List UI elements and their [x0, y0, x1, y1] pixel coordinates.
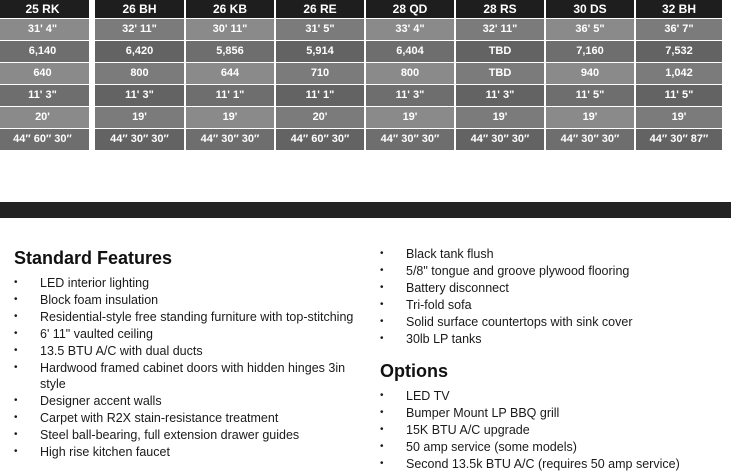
list-item-text: 6' 11" vaulted ceiling: [40, 326, 153, 341]
column-header: 30 DS: [546, 0, 634, 18]
standard-features-continued-list: [380, 246, 725, 347]
table-cell: 20': [0, 107, 89, 128]
standard-features-heading: Standard Features: [14, 248, 173, 268]
list-item: [380, 297, 725, 314]
table-cell: 11' 3": [366, 85, 454, 106]
table-cell: 5,914: [276, 41, 364, 62]
list-item: [14, 410, 354, 427]
table-cell: 19': [546, 107, 634, 128]
bullet-icon: •: [380, 315, 384, 327]
table-cell: 31' 5": [276, 19, 364, 40]
table-cell: 800: [95, 63, 184, 84]
table-cell: 7,532: [636, 41, 722, 62]
table-cell: 20': [276, 107, 364, 128]
table-cell: 940: [546, 63, 634, 84]
bullet-icon: •: [380, 390, 384, 401]
table-cell: 19': [456, 107, 544, 128]
list-item: [14, 427, 354, 444]
bullet-icon: •: [14, 310, 18, 322]
table-cell: 640: [0, 63, 89, 84]
table-cell: 11' 3": [0, 85, 89, 106]
table-cell: 6,140: [0, 41, 89, 62]
list-item-text: 13.5 BTU A/C with dual ducts: [40, 343, 203, 358]
table-cell: 44″ 30″ 87″: [636, 129, 722, 150]
bullet-icon: •: [14, 395, 18, 407]
table-cell: 5,856: [186, 41, 274, 62]
bullet-icon: •: [14, 429, 18, 441]
list-item: [380, 331, 725, 348]
list-item: [14, 275, 354, 292]
options-heading: Options: [380, 361, 448, 381]
table-cell: 19': [95, 107, 184, 128]
bullet-icon: •: [14, 412, 18, 424]
bullet-icon: •: [380, 264, 384, 276]
table-cell: 44″ 30″ 30″: [186, 129, 274, 150]
bullet-icon: •: [380, 332, 384, 344]
table-cell: 6,420: [95, 41, 184, 62]
table-row: [0, 129, 731, 151]
list-item: [14, 309, 354, 326]
list-item: [380, 280, 725, 297]
list-item-text: 30lb LP tanks: [406, 331, 482, 346]
table-cell: 36' 7": [636, 19, 722, 40]
list-item-text: LED interior lighting: [40, 276, 150, 290]
table-cell: 11' 3": [456, 85, 544, 106]
list-item-text: High rise kitchen faucet: [40, 445, 170, 460]
table-cell: 44″ 30″ 30″: [95, 129, 184, 150]
list-item: [14, 444, 354, 461]
table-cell: 44″ 60″ 30″: [276, 129, 364, 150]
list-item-text: 50 amp service (some models): [406, 439, 577, 454]
table-cell: 19': [636, 107, 722, 128]
table-row: [0, 41, 731, 63]
table-cell: 33' 4": [366, 19, 454, 40]
standard-features-list: [14, 275, 354, 461]
list-item-text: Residential-style free standing furniture with top-stitching: [40, 309, 354, 324]
table-cell: 31' 4": [0, 19, 89, 40]
options-list: [380, 388, 725, 473]
list-item: [14, 360, 354, 394]
bullet-icon: •: [380, 457, 384, 469]
table-cell: 32' 11": [456, 19, 544, 40]
list-item-text: LED TV: [406, 389, 450, 403]
column-header: 32 BH: [636, 0, 722, 18]
list-item-text: Carpet with R2X stain-resistance treatment: [40, 411, 279, 426]
list-item: [380, 405, 725, 422]
list-item-text: Battery disconnect: [406, 280, 509, 295]
list-item: [14, 326, 354, 343]
list-item-text: 15K BTU A/C upgrade: [406, 422, 530, 437]
list-item-text: Black tank flush: [406, 247, 494, 261]
bullet-icon: •: [14, 344, 18, 356]
bullet-icon: •: [14, 446, 18, 458]
table-cell: 6,404: [366, 41, 454, 62]
bullet-icon: •: [380, 406, 384, 418]
list-item: [380, 422, 725, 439]
list-item-text: 5/8" tongue and groove plywood flooring: [406, 263, 630, 278]
table-cell: 44″ 30″ 30″: [546, 129, 634, 150]
bullet-icon: •: [14, 327, 18, 339]
table-row: [0, 85, 731, 107]
column-header: 28 QD: [366, 0, 454, 18]
bullet-icon: •: [14, 293, 18, 305]
bullet-icon: •: [380, 248, 384, 259]
table-cell: 11' 1": [276, 85, 364, 106]
table-cell: 19': [366, 107, 454, 128]
table-cell: 44″ 30″ 30″: [456, 129, 544, 150]
list-item-text: Second 13.5k BTU A/C (requires 50 amp service): [406, 456, 680, 471]
list-item: [380, 388, 725, 405]
list-item-text: Solid surface countertops with sink cover: [406, 314, 633, 329]
bullet-icon: •: [14, 361, 18, 373]
table-cell: 644: [186, 63, 274, 84]
list-item-text: Steel ball-bearing, full extension drawer guides: [40, 428, 300, 443]
table-header-row: [0, 0, 731, 18]
bullet-icon: •: [380, 423, 384, 435]
list-item: [380, 263, 725, 280]
table-cell: 1,042: [636, 63, 722, 84]
table-cell: 32' 11": [95, 19, 184, 40]
section-divider-band: [0, 202, 731, 218]
list-item-text: Designer accent walls: [40, 394, 162, 409]
table-cell: 11' 1": [186, 85, 274, 106]
list-item-text: Bumper Mount LP BBQ grill: [406, 405, 560, 420]
bullet-icon: •: [380, 298, 384, 310]
table-cell: 710: [276, 63, 364, 84]
list-item-text: Block foam insulation: [40, 292, 159, 307]
list-item: [380, 439, 725, 456]
table-cell: 36' 5": [546, 19, 634, 40]
table-cell: TBD: [456, 63, 544, 84]
bullet-icon: •: [14, 277, 18, 288]
list-item-text: Hardwood framed cabinet doors with hidden hinges 3in style: [40, 360, 346, 392]
column-header: 26 KB: [186, 0, 274, 18]
table-cell: 44″ 60″ 30″: [0, 129, 89, 150]
list-item: [380, 456, 725, 473]
list-item-text: Tri-fold sofa: [406, 297, 472, 312]
table-row: [0, 63, 731, 85]
column-header: 28 RS: [456, 0, 544, 18]
table-cell: 800: [366, 63, 454, 84]
spec-table: [0, 0, 731, 172]
column-header: 25 RK: [0, 0, 89, 18]
column-header: 26 BH: [95, 0, 184, 18]
list-item: [380, 314, 725, 331]
table-cell: 19': [186, 107, 274, 128]
list-item: [380, 246, 725, 263]
list-item: [14, 343, 354, 360]
table-cell: 11' 5": [546, 85, 634, 106]
table-cell: 44″ 30″ 30″: [366, 129, 454, 150]
column-header: 26 RE: [276, 0, 364, 18]
table-cell: 11' 5": [636, 85, 722, 106]
table-cell: 7,160: [546, 41, 634, 62]
bullet-icon: •: [380, 440, 384, 452]
table-cell: TBD: [456, 41, 544, 62]
list-item: [14, 393, 354, 410]
list-item: [14, 292, 354, 309]
table-cell: 11' 3": [95, 85, 184, 106]
table-row: [0, 19, 731, 41]
bullet-icon: •: [380, 281, 384, 293]
table-cell: 30' 11": [186, 19, 274, 40]
table-row: [0, 107, 731, 129]
